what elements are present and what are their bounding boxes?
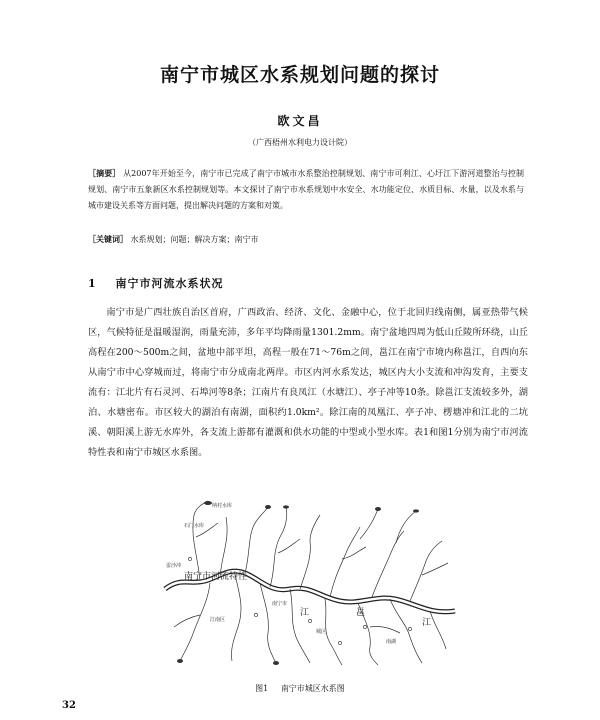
- north-tributaries: [193, 501, 448, 601]
- map-label-lower-left: 江南区: [210, 617, 226, 623]
- river-map-svg: [160, 497, 460, 667]
- figure-caption-text: 南宁市城区水系图: [280, 684, 345, 693]
- keywords-text: 水系规划；问题；解决方案；南宁市: [130, 235, 259, 244]
- figure-number: 图1: [255, 684, 269, 693]
- keywords-label: ［关键词］: [88, 234, 128, 244]
- section-heading: [88, 275, 524, 291]
- keywords-block: [88, 231, 524, 248]
- map-label-reservoir-north: 纳村水库: [212, 503, 233, 509]
- map-label-south-lake: 南湖: [386, 639, 397, 645]
- map-label-east-river: 江: [422, 618, 432, 628]
- page-number: 32: [62, 700, 76, 711]
- abstract-block: [88, 165, 524, 214]
- section-number: 1: [88, 277, 97, 290]
- figure-caption: [0, 683, 600, 694]
- map-label-center-city: 南宁市: [272, 601, 288, 607]
- author-name: 欧文昌: [277, 114, 323, 128]
- paper-title: 南宁市城区水系规划问题的探讨: [159, 64, 440, 86]
- map-label-west: 雷沙冲: [166, 563, 182, 569]
- abstract-text: 从2007年开始至今，南宁市已完成了南宁市城市水系整治控制规划、南宁市可利江、心圩江下游河道整治与控制规划、南宁市五象新区水系控制规划等。本文探讨了南宁市水系规划中水安全、水功能定位、水质目标、水量，以及水系与城市建设关系等方面问题，提出解决问题的方案和对策。: [88, 169, 525, 210]
- author-affiliation: （广西梧州水利电力设计院）: [248, 138, 352, 147]
- section-title: 南宁市河流水系状况: [115, 277, 224, 290]
- section-body-paragraph: 南宁市是广西壮族自治区首府，广西政治、经济、文化、金融中心，位于北回归线南侧，属亚热带气候区，气候特征是温暖湿润，雨量充沛，多年平均降雨量1301.2mm。南宁盆地四周为低山丘陵所环绕，山丘高程在200～500m之间，盆地中部平坦，高程一般在71～76m之间，邕江在南宁市境内称邕江，自西向东从南宁市中心穿城而过，将南宁市分成南北两岸。市区内河水系发达，城区内大小支流和冲沟发育，主要支流有：江北片有石灵河、石埠河等8条；江南片有良凤江（水塘江）、亭子冲等10条。除邕江支流较多外，湖泊、水塘密布。市区较大的湖泊有南湖，面积约1.0km²。除江南的凤凰江、亭子冲、楞塘冲和江北的二坑溪、朝阳溪上游无水库外，各支流上游都有灌溉和供水功能的中型或小型水库。表1和图1分别为南宁市河流特性表和南宁市城区水系图。: [88, 307, 528, 458]
- map-label-river-yong: 邕: [356, 608, 366, 618]
- reservoir-marks: [177, 501, 419, 665]
- map-label-south-district: 城区: [316, 629, 327, 635]
- abstract-label: ［摘要］: [88, 168, 121, 178]
- map-label-city-mark: 南宁市河流特性: [184, 572, 248, 582]
- map-label-stone-gate: 石门水库: [184, 523, 205, 529]
- map-label-river-jiang: 江: [300, 608, 310, 618]
- river-map-figure: [160, 497, 460, 667]
